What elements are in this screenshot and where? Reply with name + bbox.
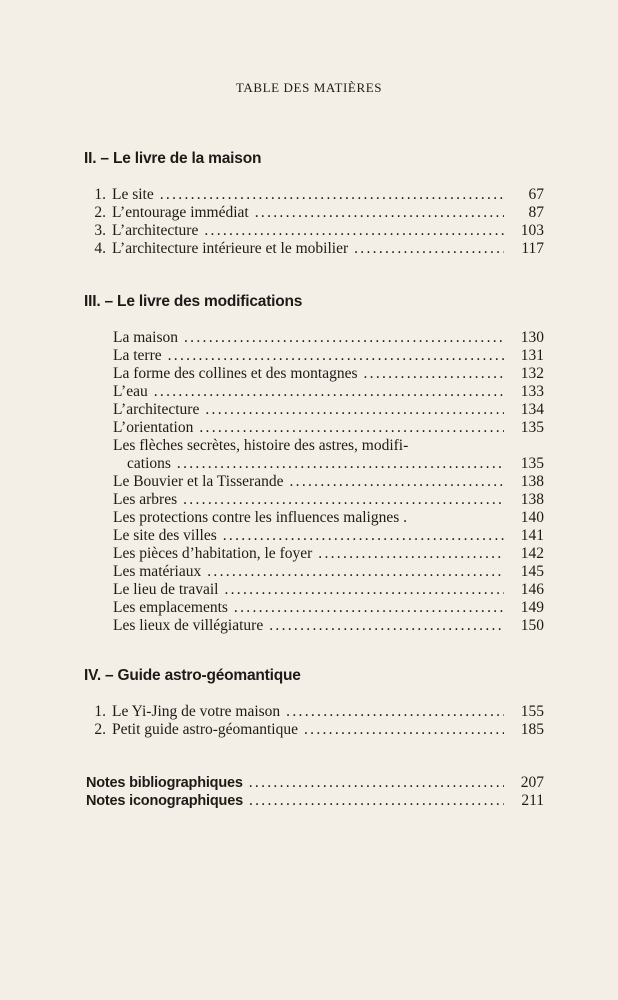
entry-title: L’architecture intérieure et le mobilier xyxy=(112,240,349,257)
entry-title: Les matériaux xyxy=(113,563,202,580)
entry-number: 4. xyxy=(94,240,106,257)
dot-leader xyxy=(154,383,504,401)
toc-entry-first-line xyxy=(113,437,544,455)
entry-title: Les pièces d’habitation, le foyer xyxy=(113,545,313,562)
dot-leader xyxy=(286,703,504,721)
toc-entry xyxy=(84,222,544,240)
entry-title: Le site xyxy=(112,186,154,203)
toc-entry-continuation xyxy=(127,455,544,473)
entry-page: 150 xyxy=(520,617,544,634)
toc-entry xyxy=(84,240,544,258)
dot-leader xyxy=(168,347,504,365)
toc-entry xyxy=(113,473,544,491)
dot-leader xyxy=(224,581,504,599)
entry-page: 135 xyxy=(520,455,544,472)
entry-title: Les arbres xyxy=(113,491,178,508)
toc-entry xyxy=(84,703,544,721)
entry-page: 138 xyxy=(520,473,544,490)
dot-leader xyxy=(204,222,504,240)
entry-title: Les emplacements xyxy=(113,599,228,616)
entry-page: 67 xyxy=(528,186,544,203)
entry-title: L’architecture xyxy=(113,401,200,418)
entry-page: 140 xyxy=(520,509,544,526)
section-title-2: II. – Le livre de la maison xyxy=(84,150,262,167)
entry-page: 133 xyxy=(520,383,544,400)
dot-leader xyxy=(177,455,504,473)
dot-leader xyxy=(234,599,504,617)
entry-title: Les lieux de villégiature xyxy=(113,617,264,634)
section-title-4: IV. – Guide astro-géomantique xyxy=(84,667,301,684)
entry-page: 211 xyxy=(521,792,544,809)
entry-page: 149 xyxy=(520,599,544,616)
entry-title: Petit guide astro-géomantique xyxy=(112,721,298,738)
toc-entry xyxy=(113,581,544,599)
entry-number: 1. xyxy=(94,186,106,203)
notes-entry xyxy=(86,774,544,792)
toc-entry xyxy=(113,563,544,581)
entry-title: Les flèches secrètes, histoire des astres, modifi- xyxy=(113,437,409,454)
toc-entry xyxy=(113,365,544,383)
entry-title: Le Yi-Jing de votre maison xyxy=(112,703,281,720)
toc-entry xyxy=(113,527,544,545)
toc-entry xyxy=(113,491,544,509)
dot-leader xyxy=(289,473,504,491)
dot-leader xyxy=(318,545,504,563)
entry-title: La maison xyxy=(113,329,178,346)
entry-title: La forme des collines et des montagnes xyxy=(113,365,358,382)
entry-page: 117 xyxy=(521,240,544,257)
dot-leader xyxy=(354,240,504,258)
entry-number: 2. xyxy=(94,204,106,221)
entry-number: 3. xyxy=(94,222,106,239)
toc-entry xyxy=(113,329,544,347)
dot-leader xyxy=(269,617,504,635)
toc-entry xyxy=(84,204,544,222)
dot-leader xyxy=(160,186,504,204)
dot-leader xyxy=(304,721,504,739)
entry-page: 103 xyxy=(520,222,544,239)
entry-title: L’architecture xyxy=(112,222,199,239)
entry-number: 1. xyxy=(94,703,106,720)
dot-leader xyxy=(249,792,504,810)
entry-title: L’entourage immédiat xyxy=(112,204,249,221)
section-title-3: III. – Le livre des modifications xyxy=(84,293,303,310)
entry-title: Les protections contre les influences malignes . xyxy=(113,509,407,526)
entry-page: 145 xyxy=(520,563,544,580)
dot-leader xyxy=(207,563,504,581)
toc-entry xyxy=(113,617,544,635)
toc-entry xyxy=(113,383,544,401)
entry-number: 2. xyxy=(94,721,106,738)
entry-page: 155 xyxy=(520,703,544,720)
entry-title-continuation: cations xyxy=(127,455,171,472)
entry-page: 138 xyxy=(520,491,544,508)
entry-title: L’orientation xyxy=(113,419,194,436)
toc-entry xyxy=(113,419,544,437)
dot-leader xyxy=(223,527,504,545)
dot-leader xyxy=(249,774,504,792)
dot-leader xyxy=(184,329,504,347)
entry-page: 141 xyxy=(520,527,544,544)
entry-title: Notes bibliographiques xyxy=(86,775,243,791)
entry-page: 185 xyxy=(520,721,544,738)
toc-entry xyxy=(113,599,544,617)
dot-leader xyxy=(199,419,504,437)
toc-entry xyxy=(84,186,544,204)
entry-page: 135 xyxy=(520,419,544,436)
dot-leader xyxy=(363,365,504,383)
entry-title: La terre xyxy=(113,347,162,364)
entry-title: Le site des villes xyxy=(113,527,217,544)
entry-title: Notes iconographiques xyxy=(86,793,243,809)
entry-page: 146 xyxy=(520,581,544,598)
dot-leader xyxy=(255,204,504,222)
entry-page: 131 xyxy=(520,347,544,364)
entry-page: 130 xyxy=(520,329,544,346)
toc-entry xyxy=(84,721,544,739)
notes-entry xyxy=(86,792,544,810)
running-head: TABLE DES MATIÈRES xyxy=(235,80,383,95)
dot-leader xyxy=(205,401,504,419)
entry-page: 132 xyxy=(520,365,544,382)
entry-title: Le lieu de travail xyxy=(113,581,219,598)
toc-entry xyxy=(113,509,544,527)
entry-page: 142 xyxy=(520,545,544,562)
entry-title: Le Bouvier et la Tisserande xyxy=(113,473,284,490)
entry-page: 87 xyxy=(528,204,544,221)
entry-title: L’eau xyxy=(113,383,148,400)
toc-entry xyxy=(113,545,544,563)
entry-page: 134 xyxy=(520,401,544,418)
dot-leader xyxy=(183,491,504,509)
toc-entry xyxy=(113,401,544,419)
entry-page: 207 xyxy=(520,774,544,791)
toc-entry xyxy=(113,347,544,365)
